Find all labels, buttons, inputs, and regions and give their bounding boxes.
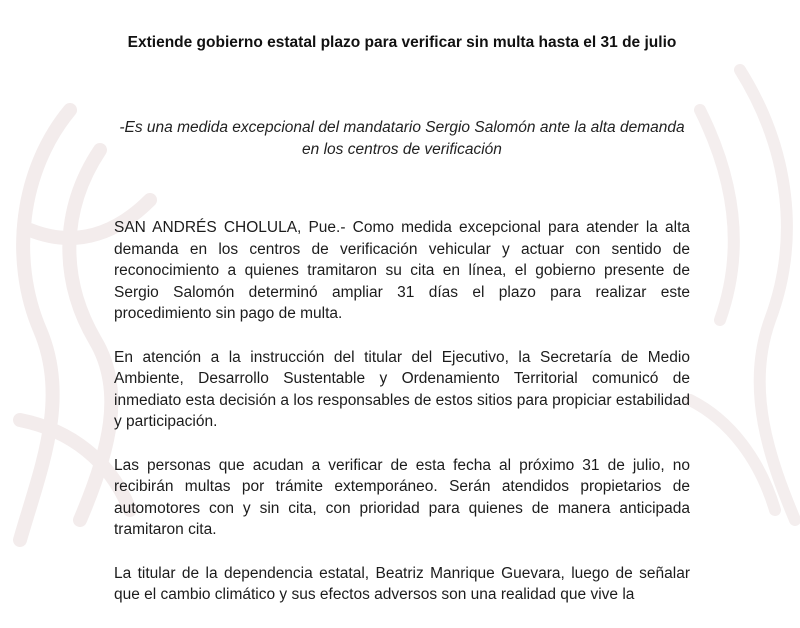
paragraph: La titular de la dependencia estatal, Beatriz Manrique Guevara, luego de señalar que el cambio climático y sus efectos adversos son una realidad que vive la — [114, 564, 690, 603]
article-body — [114, 217, 690, 628]
paragraph: En atención a la instrucción del titular del Ejecutivo, la Secretaría de Medio Ambiente, Desarrollo Sustentable y Ordenamiento Territorial comunicó de inmediato esta decisión a los responsables de estos sitios para propiciar estabilidad y participación. — [114, 348, 690, 430]
headline: Extiende gobierno estatal plazo para verificar sin multa hasta el 31 de julio — [127, 34, 677, 51]
paragraph: SAN ANDRÉS CHOLULA, Pue.- Como medida excepcional para atender la alta demanda en los centros de verificación vehicular y actuar con sentido de reconocimiento a quienes tramitaron su cita en línea, el gobierno presente de Sergio Salomón determinó ampliar 31 días el plazo para realizar este procedimiento sin pago de multa. — [114, 219, 690, 322]
paragraph: Las personas que acudan a verificar de esta fecha al próximo 31 de julio, no recibirán multas por trámite extemporáneo. Serán atendidos propietarios de automotores con y sin cita, con prioridad para quienes de manera anticipada tramitaron cita. — [114, 456, 690, 538]
subheadline: -Es una medida excepcional del mandatario Sergio Salomón ante la alta demanda en los centros de verificación — [119, 119, 685, 158]
